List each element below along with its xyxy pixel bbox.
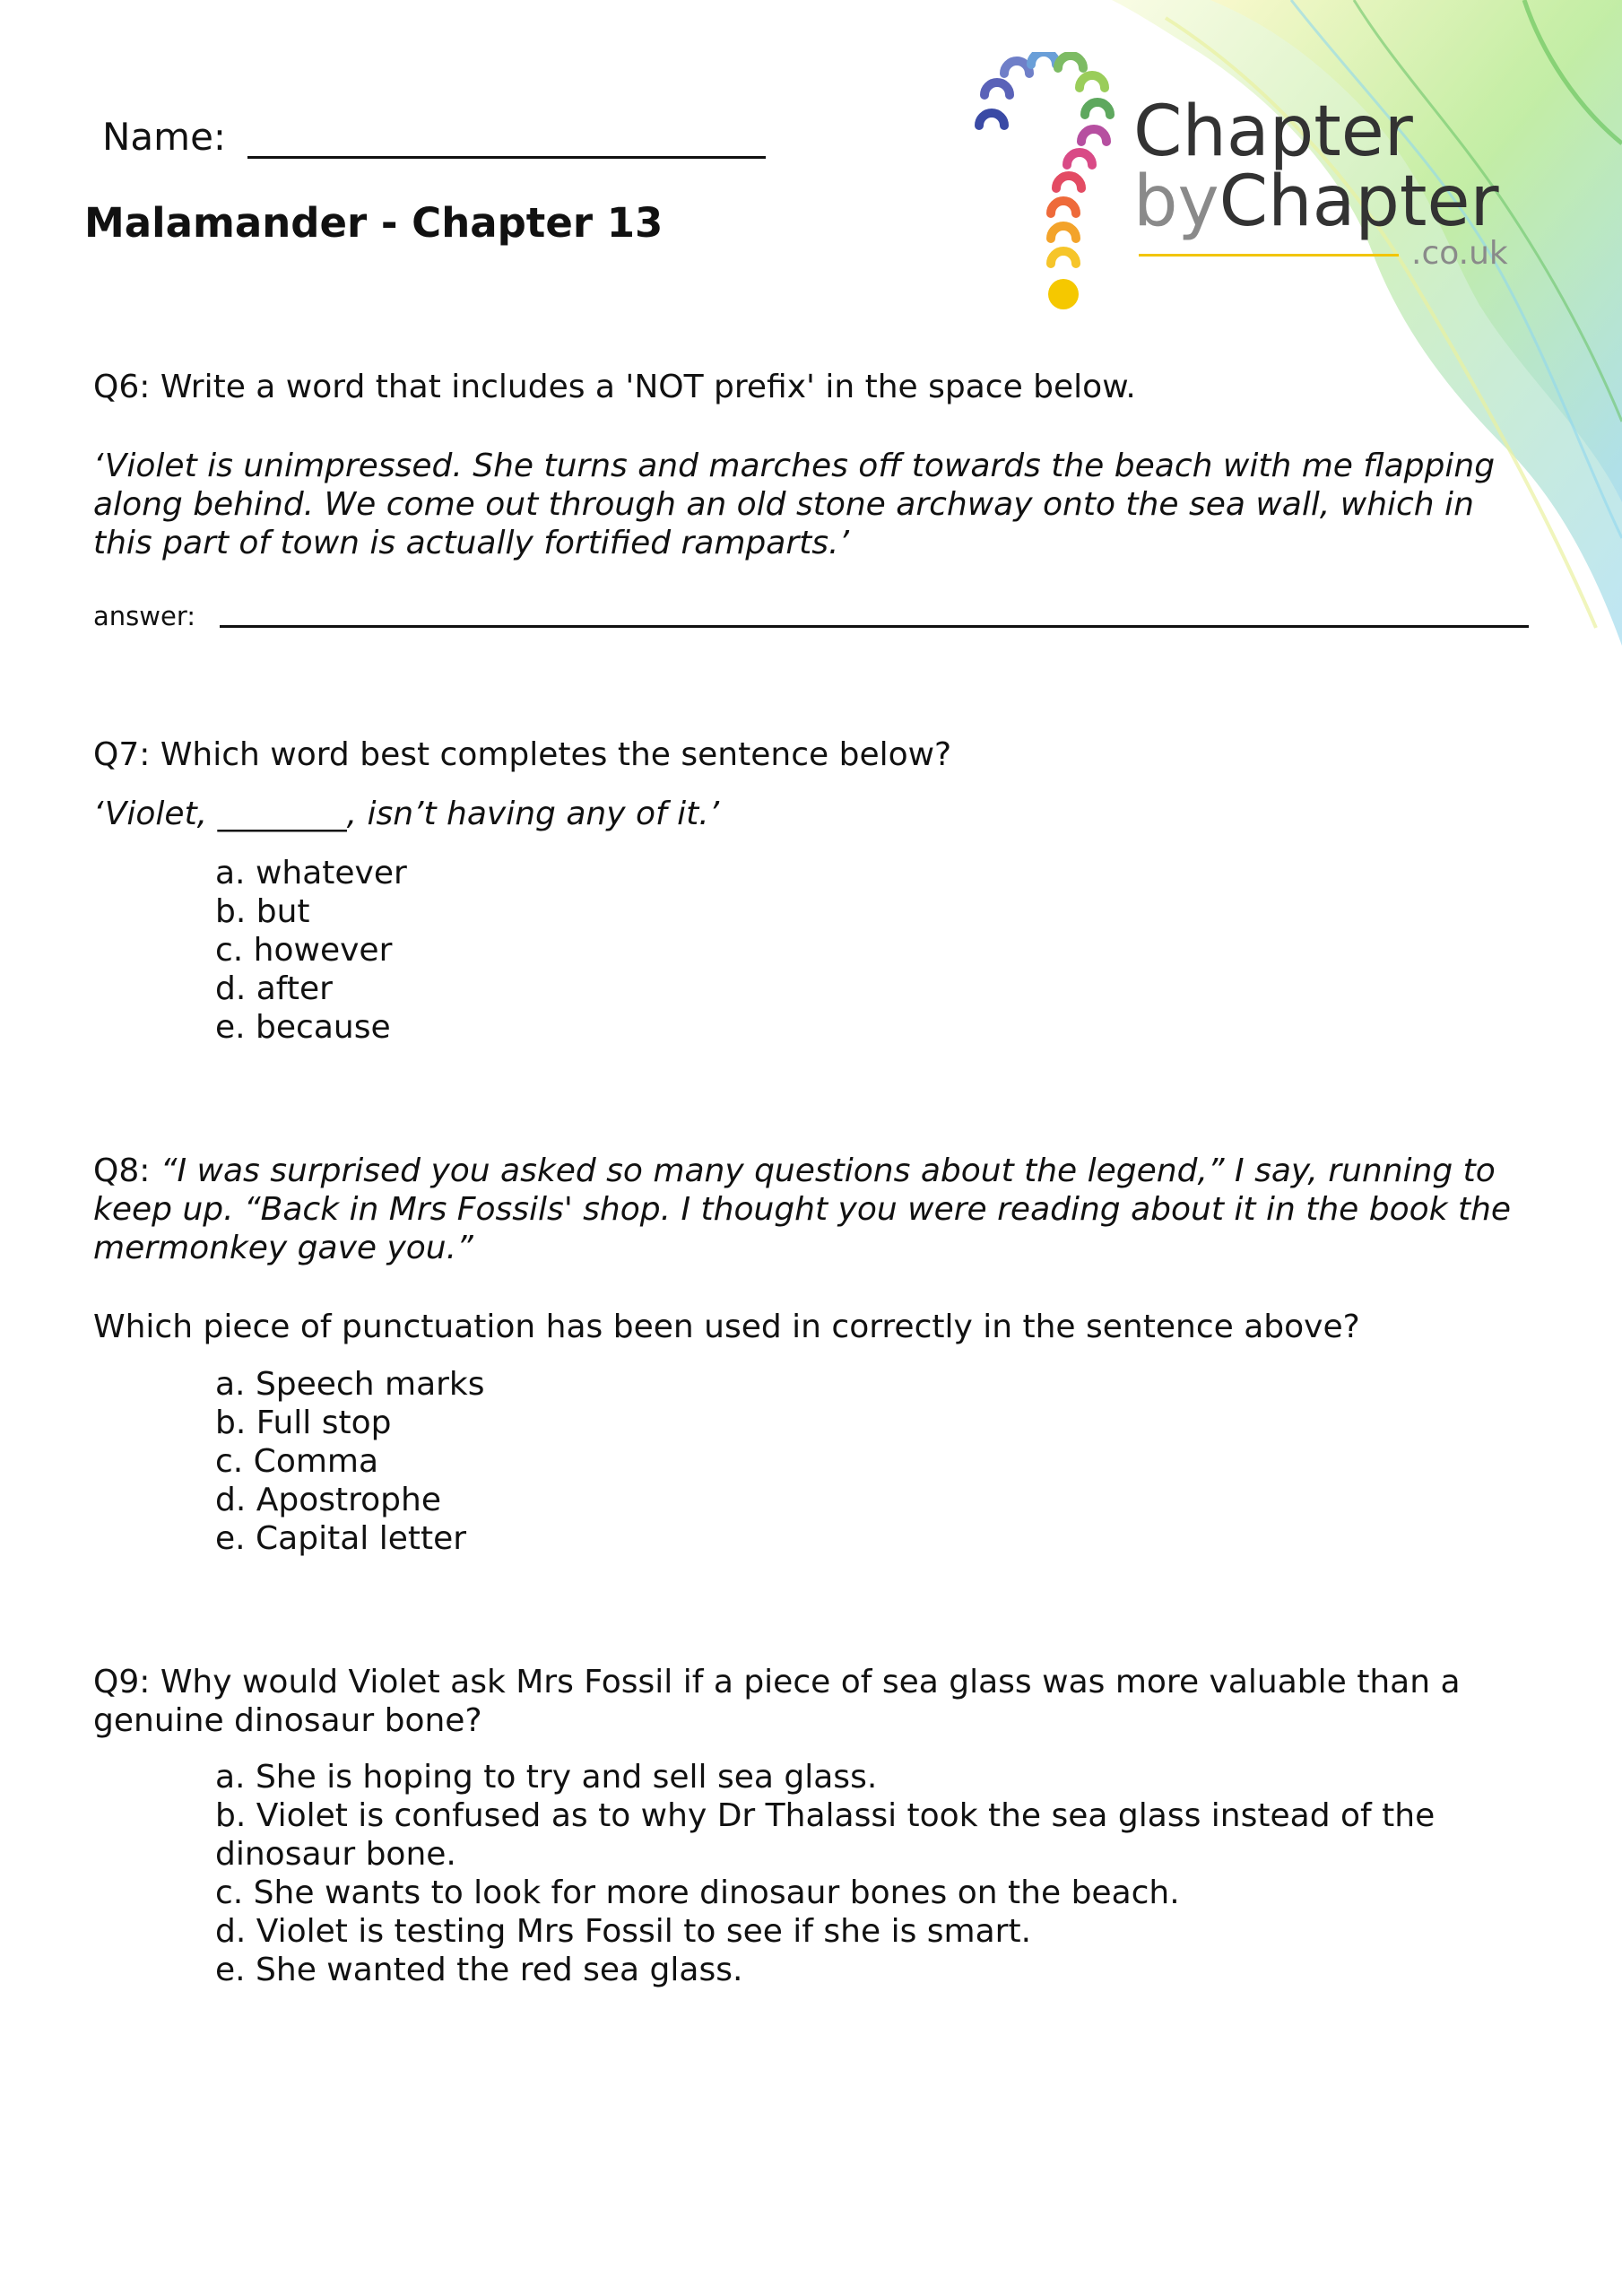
name-input-line[interactable]	[247, 115, 766, 159]
q9-option[interactable]: b. Violet is confused as to why Dr Thalassi took the sea glass instead of the	[215, 1797, 1436, 1834]
q9-option[interactable]: c. She wants to look for more dinosaur bones on the beach.	[215, 1874, 1180, 1911]
q8-option[interactable]: a. Speech marks	[215, 1366, 485, 1403]
q8-quote-line: “I was surprised you asked so many questions about the legend,” I say, running to	[160, 1152, 1496, 1189]
logo-domain: .co.uk	[1411, 235, 1508, 272]
q8-quote-line: mermonkey gave you.”	[93, 1230, 473, 1266]
q8-option[interactable]: c. Comma	[215, 1443, 379, 1480]
q8-question: Which piece of punctuation has been used in correctly in the sentence above?	[93, 1309, 1360, 1345]
q9-prompt	[93, 1663, 1461, 1740]
q7-sentence: ‘Violet, ________, isn’t having any of it.’	[93, 796, 720, 832]
q9-option[interactable]: a. She is hoping to try and sell sea glass.	[215, 1759, 878, 1796]
q8-quote-block	[93, 1152, 1511, 1267]
q6-quote-line: ‘Violet is unimpressed. She turns and marches off towards the beach with me flapping	[93, 448, 1496, 484]
q7-option[interactable]: e. because	[215, 1009, 391, 1046]
q7-prompt: Q7: Which word best completes the sentence below?	[93, 736, 952, 773]
logo-by: by	[1133, 161, 1219, 242]
q8-option[interactable]: e. Capital letter	[215, 1520, 467, 1557]
q6-quote	[93, 447, 1495, 562]
q8-option[interactable]: d. Apostrophe	[215, 1482, 441, 1518]
q9-options	[215, 1758, 1435, 1989]
q6-quote-line: this part of town is actually fortified ramparts.’	[93, 525, 849, 561]
q7-option[interactable]: c. however	[215, 932, 393, 969]
q9-prompt-line: Q9: Why would Violet ask Mrs Fossil if a piece of sea glass was more valuable than a	[93, 1664, 1461, 1700]
logo-wordmark-line2	[1133, 161, 1499, 242]
q6-prompt: Q6: Write a word that includes a 'NOT prefix' in the space below.	[93, 369, 1136, 405]
q6-answer-label: answer:	[93, 601, 196, 631]
logo-chapter: Chapter	[1219, 161, 1499, 242]
q6-quote-line: along behind. We come out through an old stone archway onto the sea wall, which in	[93, 486, 1474, 523]
logo-wordmark-line1: Chapter	[1133, 91, 1413, 172]
logo-underline	[1139, 254, 1399, 257]
q8-quote-line: keep up. “Back in Mrs Fossils' shop. I thought you were reading about it in the book the	[93, 1191, 1512, 1228]
q7-option[interactable]: a. whatever	[215, 855, 407, 891]
q9-option-continuation: dinosaur bone.	[215, 1836, 456, 1873]
q7-options	[215, 854, 407, 1047]
q6-answer-line[interactable]	[220, 625, 1529, 628]
name-label: Name:	[102, 115, 227, 159]
q9-option[interactable]: e. She wanted the red sea glass.	[215, 1952, 743, 1988]
q8-options	[215, 1365, 485, 1558]
name-field	[102, 115, 766, 159]
chapter-by-chapter-logo-icon	[968, 52, 1121, 314]
q8-option[interactable]: b. Full stop	[215, 1405, 392, 1441]
q8-label: Q8:	[93, 1152, 151, 1189]
q9-prompt-line: genuine dinosaur bone?	[93, 1702, 482, 1739]
q7-option[interactable]: b. but	[215, 893, 310, 930]
q9-option[interactable]: d. Violet is testing Mrs Fossil to see if she is smart.	[215, 1913, 1032, 1950]
q7-option[interactable]: d. after	[215, 970, 333, 1007]
page-title: Malamander - Chapter 13	[84, 199, 664, 247]
